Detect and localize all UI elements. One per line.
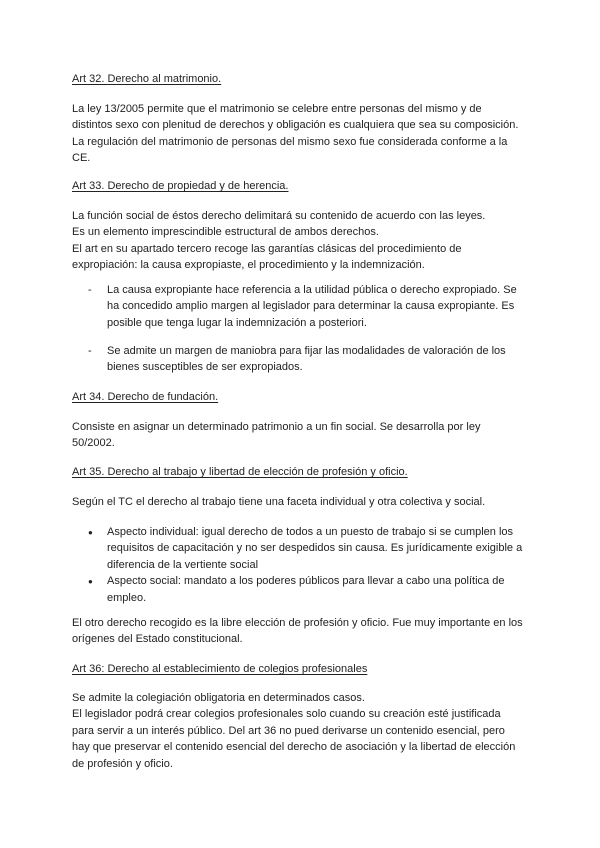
bullet-icon — [88, 524, 93, 541]
list-item: ● Aspecto social: mandato a los poderes públicos para llevar a cabo una política de empleo. — [72, 573, 532, 606]
art-32-paragraph: La ley 13/2005 permite que el matrimonio se celebre entre personas del mismo y de distintos sexo con plenitud de derechos y obligación es cualquiera que sea su composición. La regulación del matrimonio de personas del mismo sexo fue considerada conforme a la CE. — [72, 103, 519, 165]
dash-marker: - — [88, 284, 92, 296]
dash-marker: - — [88, 345, 92, 357]
bullet-icon — [88, 573, 93, 590]
art-35-closing-paragraph: El otro derecho recogido es la libre elección de profesión y oficio. Fue muy importante en los orígenes del Estado constitucional. — [72, 617, 523, 646]
section-heading-art-33: Art 33. Derecho de propiedad y de herencia. — [72, 180, 289, 192]
art-33-paragraph: La función social de éstos derecho delimitará su contenido de acuerdo con las leyes. Es un elemento imprescindible estructural de ambos derechos. El art en su apartado tercero recoge las garantías clásicas del procedimiento de expropiación: la causa expropiaste, el procedimiento y la indemnización. — [72, 210, 486, 272]
section-heading-art-36: Art 36: Derecho al establecimiento de colegios profesionales — [72, 663, 368, 675]
list-item: - Se admite un margen de maniobra para fijar las modalidades de valoración de los bienes susceptibles de ser expropiados. — [88, 345, 506, 374]
art-33-dash-list-2 — [72, 343, 532, 376]
art-35-paragraph: Según el TC el derecho al trabajo tiene una faceta individual y otra colectiva y social. — [72, 496, 486, 508]
list-item: ● Aspecto individual: igual derecho de todos a un puesto de trabajo si se cumplen los requisitos de capacitación y no ser despedidos sin causa. Es jurídicamente exigible a diferencia de la vertiente social — [72, 524, 532, 573]
section-heading-art-32: Art 32. Derecho al matrimonio. — [72, 73, 222, 85]
art-34-paragraph: Consiste en asignar un determinado patrimonio a un fin social. Se desarrolla por ley 50/2002. — [72, 421, 481, 450]
art-36-paragraph: Se admite la colegiación obligatoria en determinados casos. El legislador podrá crear colegios profesionales solo cuando su creación esté justificada para servir a un interés público. Del art 36 no pued derivarse un contenido esencial, pero hay que preservar el contenido esencial del derecho de asociación y la libertad de elección de profesión y oficio. — [72, 692, 516, 770]
art-35-bullet-list — [72, 524, 532, 606]
list-item: - La causa expropiante hace referencia a la utilidad pública o derecho expropiado. Se ha concedido amplio margen al legislador para determinar la causa expropiante. Es posible que tenga lugar la indemnización a posteriori. — [88, 284, 517, 329]
section-heading-art-35: Art 35. Derecho al trabajo y libertad de elección de profesión y oficio. — [72, 466, 408, 478]
section-heading-art-34: Art 34. Derecho de fundación. — [72, 391, 219, 403]
art-33-dash-list — [72, 282, 532, 331]
